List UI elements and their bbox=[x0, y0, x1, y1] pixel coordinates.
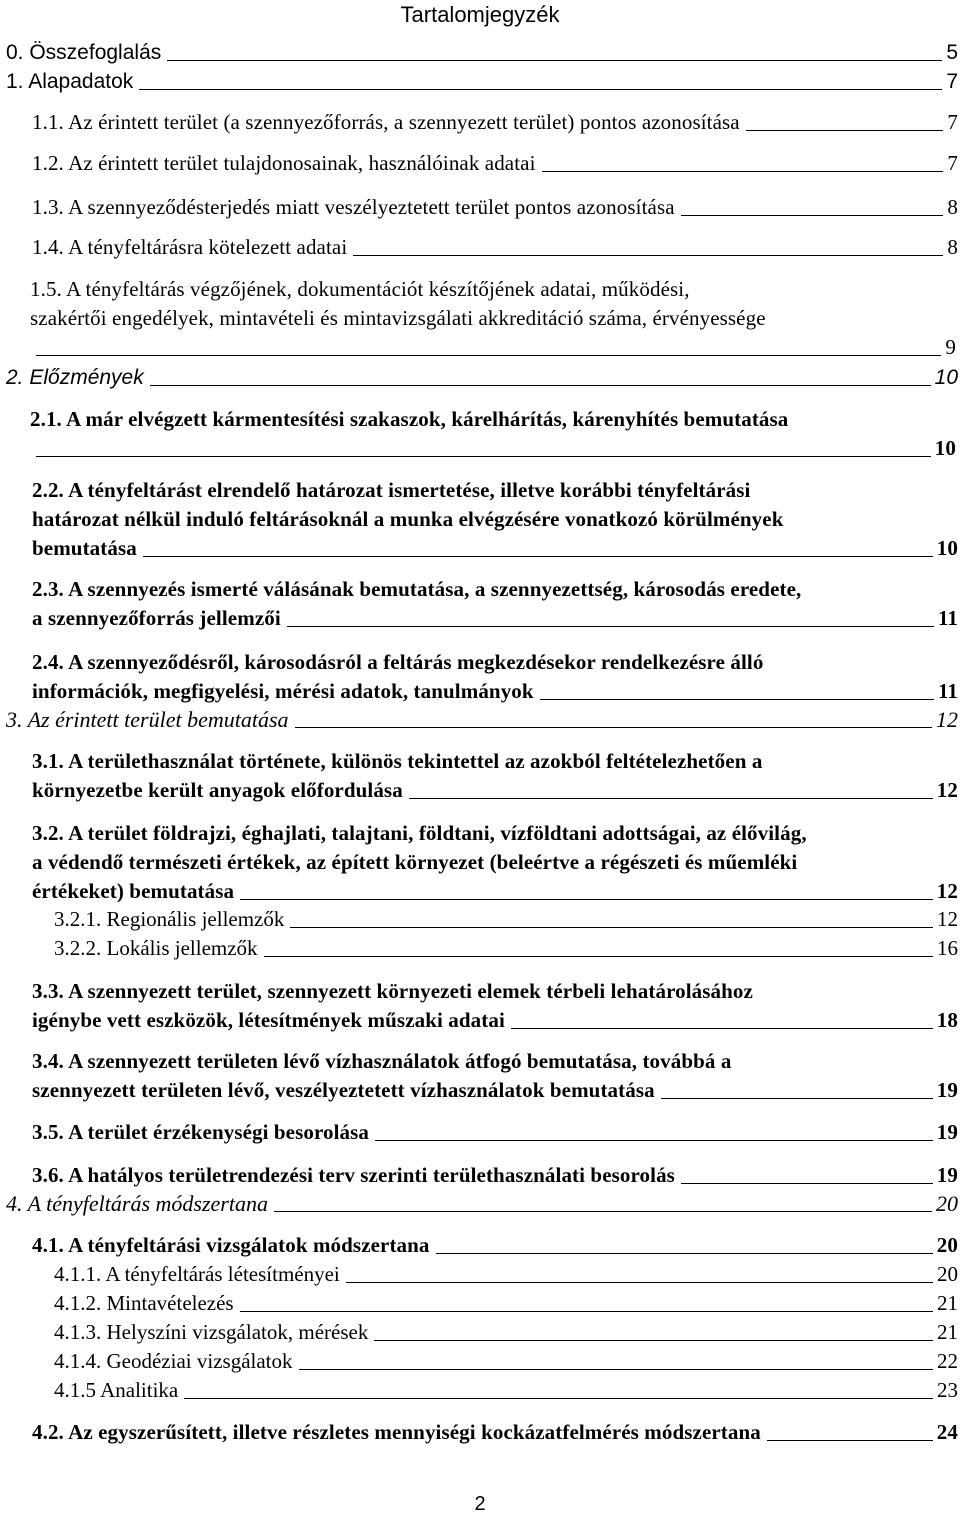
toc-page-number: 20 bbox=[937, 1262, 958, 1286]
toc-page-number: 8 bbox=[947, 195, 958, 219]
toc-entry-text: 1.3. A szennyeződésterjedés miatt veszélyeztetett terület pontos azonosítása bbox=[32, 195, 675, 219]
toc-entry-text: 2. Előzmények bbox=[6, 366, 144, 389]
toc-page-number: 12 bbox=[936, 879, 958, 903]
toc-entry-text: 3.6. A hatályos területrendezési terv szerinti területhasználati besorolás bbox=[32, 1163, 675, 1187]
toc-leader-line bbox=[374, 1340, 933, 1341]
toc-leader-line bbox=[36, 355, 941, 356]
toc-leader-line bbox=[661, 1098, 933, 1099]
toc-entry-text: 3.5. A terület érzékenységi besorolása bbox=[32, 1120, 370, 1144]
toc-leader-line bbox=[681, 1183, 933, 1184]
toc-page-number: 10 bbox=[936, 536, 958, 560]
toc-entry-text: 0. Összefoglalás bbox=[6, 41, 162, 64]
toc-entry[interactable] bbox=[54, 1376, 958, 1405]
toc-leader-line bbox=[139, 89, 942, 90]
page-title: Tartalomjegyzék bbox=[400, 2, 560, 27]
toc-entry-text: bemutatása bbox=[32, 536, 137, 560]
toc-page-number: 24 bbox=[936, 1420, 958, 1444]
toc-leader-line bbox=[511, 1028, 933, 1029]
toc-entry[interactable] bbox=[32, 108, 958, 137]
toc-entry[interactable] bbox=[54, 1347, 958, 1376]
toc-entry[interactable] bbox=[6, 67, 958, 96]
toc-entry[interactable] bbox=[54, 1260, 958, 1289]
toc-entry[interactable] bbox=[32, 1161, 958, 1190]
toc-entry-text: 3.2. A terület földrajzi, éghajlati, talajtani, földtani, vízföldtani adottságai, az élővilág, bbox=[32, 821, 807, 845]
toc-page-number: 19 bbox=[936, 1163, 958, 1187]
toc-leader-line bbox=[436, 1253, 933, 1254]
toc-entry-text: 1.4. A tényfeltárásra kötelezett adatai bbox=[32, 235, 348, 259]
toc-leader-line bbox=[346, 1282, 933, 1283]
toc-entry-text: 2.2. A tényfeltárást elrendelő határozat ismertetése, illetve korábbi tényfeltárási bbox=[32, 478, 751, 502]
toc-entry[interactable] bbox=[32, 1418, 958, 1447]
toc-entry-text: 4.1.5 Analitika bbox=[54, 1378, 179, 1402]
toc-page-number: 22 bbox=[937, 1349, 958, 1373]
toc-page-number: 10 bbox=[934, 436, 956, 460]
toc-entry-text: igénybe vett eszközök, létesítmények műszaki adatai bbox=[32, 1008, 505, 1032]
toc-leader-line bbox=[540, 699, 934, 700]
toc-page-number: 18 bbox=[936, 1008, 958, 1032]
toc-page-number: 11 bbox=[937, 679, 958, 703]
toc-entry[interactable] bbox=[54, 1318, 958, 1347]
toc-page-number: 12 bbox=[936, 778, 958, 802]
toc-page-number: 10 bbox=[934, 366, 958, 389]
toc-leader-line bbox=[240, 1311, 933, 1312]
toc-entry[interactable] bbox=[54, 934, 958, 963]
toc-entry[interactable] bbox=[54, 1289, 958, 1318]
toc-page-number: 21 bbox=[937, 1291, 958, 1315]
toc-entry[interactable] bbox=[32, 476, 958, 563]
toc-leader-line bbox=[375, 1140, 933, 1141]
toc-page-number: 12 bbox=[936, 707, 958, 732]
toc-entry[interactable] bbox=[30, 405, 956, 463]
toc-entry[interactable] bbox=[32, 747, 958, 805]
toc-entry-text: 2.1. A már elvégzett kármentesítési szakaszok, kárelhárítás, kárenyhítés bemutatása bbox=[30, 407, 789, 431]
toc-entry[interactable] bbox=[32, 819, 958, 906]
toc-entry[interactable] bbox=[32, 1231, 958, 1260]
toc-leader-line bbox=[287, 626, 934, 627]
toc-leader-line bbox=[150, 385, 931, 386]
toc-leader-line bbox=[353, 255, 943, 256]
toc-page-number: 8 bbox=[947, 235, 958, 259]
toc-entry-text: 1.5. A tényfeltárás végzőjének, dokumentációt készítőjének adatai, működési, bbox=[30, 277, 690, 301]
toc-entry[interactable] bbox=[32, 1047, 958, 1105]
toc-entry-text: információk, megfigyelési, mérési adatok, tanulmányok bbox=[32, 679, 534, 703]
toc-entry-text: 4.1.1. A tényfeltárás létesítményei bbox=[54, 1262, 340, 1286]
toc-page-number: 7 bbox=[947, 110, 958, 134]
toc-entry[interactable] bbox=[6, 38, 958, 67]
toc-entry-text: 4.1.2. Mintavételezés bbox=[54, 1291, 234, 1315]
toc-entry-text: értékeket) bemutatása bbox=[32, 879, 235, 903]
toc-entry-text: 3.2.2. Lokális jellemzők bbox=[54, 936, 258, 960]
toc-leader-line bbox=[240, 899, 933, 900]
toc-entry[interactable] bbox=[32, 977, 958, 1035]
toc-page-number: 12 bbox=[937, 907, 958, 931]
toc-entry-text: 2.4. A szennyeződésről, károsodásról a feltárás megkezdésekor rendelkezésre álló bbox=[32, 650, 764, 674]
toc-page-number: 20 bbox=[936, 1233, 958, 1257]
toc-leader-line bbox=[36, 456, 931, 457]
toc-leader-line bbox=[767, 1440, 933, 1441]
toc-leader-line bbox=[542, 171, 944, 172]
toc-entry-text: 4.2. Az egyszerűsített, illetve részletes mennyiségi kockázatfelmérés módszertana bbox=[32, 1420, 761, 1444]
toc-page-number: 21 bbox=[937, 1320, 958, 1344]
toc-page-number: 19 bbox=[936, 1078, 958, 1102]
toc-entry-text: 1.2. Az érintett terület tulajdonosainak, használóinak adatai bbox=[32, 151, 536, 175]
toc-entry[interactable] bbox=[54, 905, 958, 934]
toc-entry-text: 4.1.4. Geodéziai vizsgálatok bbox=[54, 1349, 293, 1373]
toc-leader-line bbox=[681, 215, 944, 216]
toc-entry-text: a szennyezőforrás jellemzői bbox=[32, 606, 281, 630]
toc-entry-text: 1.1. Az érintett terület (a szennyezőforrás, a szennyezett terület) pontos azonosítása bbox=[32, 110, 740, 134]
toc-page-number: 11 bbox=[937, 606, 958, 630]
toc-page-number: 7 bbox=[947, 151, 958, 175]
toc-entry[interactable] bbox=[6, 1189, 958, 1218]
toc-entry-text: 4. A tényfeltárás módszertana bbox=[6, 1191, 268, 1216]
toc-entry[interactable] bbox=[32, 648, 958, 706]
toc-page-number: 9 bbox=[945, 335, 956, 359]
toc-leader-line bbox=[143, 556, 933, 557]
toc-entry-text: 1. Alapadatok bbox=[6, 70, 134, 93]
toc-page-number: 20 bbox=[936, 1191, 958, 1216]
toc-leader-line bbox=[290, 927, 933, 928]
toc-leader-line bbox=[264, 956, 933, 957]
toc-entry-text: 3.3. A szennyezett terület, szennyezett környezeti elemek térbeli lehatárolásához bbox=[32, 979, 753, 1003]
toc-leader-line bbox=[299, 1369, 933, 1370]
toc-entry[interactable] bbox=[30, 275, 956, 362]
page-number: 2 bbox=[474, 1493, 486, 1515]
toc-entry-text: 3.2.1. Regionális jellemzők bbox=[54, 907, 285, 931]
toc-entry-text: 4.1.3. Helyszíni vizsgálatok, mérések bbox=[54, 1320, 369, 1344]
toc-entry[interactable] bbox=[32, 193, 958, 222]
toc-entry-text: szakértői engedélyek, mintavételi és mintavizsgálati akkreditáció száma, érvényessége bbox=[30, 306, 766, 330]
toc-entry-text: 3.1. A területhasználat története, különös tekintettel az azokból feltételezhetően a bbox=[32, 749, 763, 773]
toc-entry[interactable] bbox=[6, 705, 958, 734]
toc-leader-line bbox=[184, 1398, 933, 1399]
toc-page-number: 19 bbox=[936, 1120, 958, 1144]
toc-page-number: 5 bbox=[946, 41, 958, 64]
toc-leader-line bbox=[746, 130, 944, 131]
toc-page-number: 16 bbox=[937, 936, 958, 960]
toc-entry[interactable] bbox=[32, 233, 958, 262]
toc-entry-text: szennyezett területen lévő, veszélyeztetett vízhasználatok bemutatása bbox=[32, 1078, 655, 1102]
toc-leader-line bbox=[167, 60, 942, 61]
toc-leader-line bbox=[274, 1211, 932, 1212]
toc-entry-text: 3.4. A szennyezett területen lévő vízhasználatok átfogó bemutatása, továbbá a bbox=[32, 1049, 732, 1073]
toc-entry-text: 4.1. A tényfeltárási vizsgálatok módszertana bbox=[32, 1233, 430, 1257]
toc-entry[interactable] bbox=[32, 149, 958, 178]
toc-leader-line bbox=[295, 727, 932, 728]
toc-entry[interactable] bbox=[32, 575, 958, 633]
toc-leader-line bbox=[409, 798, 933, 799]
toc-entry[interactable] bbox=[6, 363, 958, 392]
toc-entry-text: 3. Az érintett terület bemutatása bbox=[6, 707, 289, 732]
toc-entry-text: határozat nélkül induló feltárásoknál a munka elvégzésére vonatkozó körülmények bbox=[32, 507, 784, 531]
toc-entry-text: 2.3. A szennyezés ismerté válásának bemutatása, a szennyezettség, károsodás eredete, bbox=[32, 577, 802, 601]
toc-page-number: 7 bbox=[946, 70, 958, 93]
toc-entry[interactable] bbox=[32, 1118, 958, 1147]
toc-page-number: 23 bbox=[937, 1378, 958, 1402]
toc-entry-text: a védendő természeti értékek, az épített környezet (beleértve a régészeti és műemléki bbox=[32, 850, 798, 874]
toc-entry-text: környezetbe került anyagok előfordulása bbox=[32, 778, 403, 802]
